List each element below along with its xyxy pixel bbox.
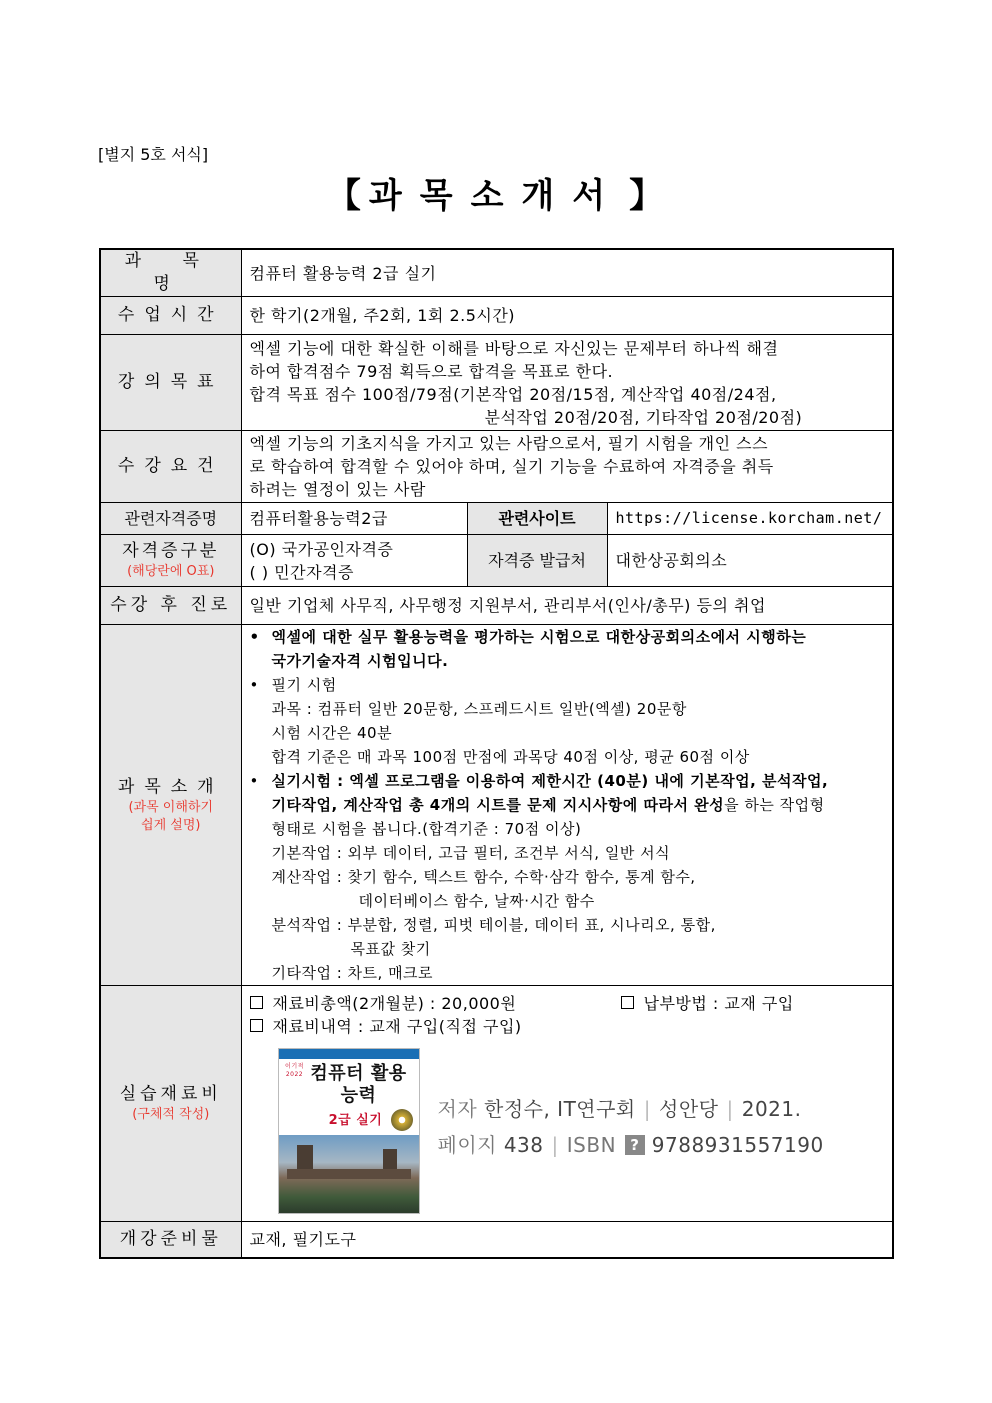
materials-sub: (구체적 작성) [132,1107,210,1122]
cert-type-value [241,535,467,587]
cover-band [279,1049,419,1059]
objective-line-4: 분석작업 20점/20점, 기타작업 20점/20점) [484,407,803,427]
preparation-value: 교재, 필기도구 [241,1222,893,1258]
row-certificate [100,503,893,535]
career-value: 일반 기업체 사무직, 사무행정 지원부서, 관리부서(인사/총무) 등의 취업 [241,587,893,625]
materials-detail-line [250,1015,885,1038]
book-author: 한정수, IT연구회 [484,1097,636,1121]
practical-line-2 [272,793,885,817]
course-name-label: 과 목 명 [100,249,241,297]
cert-type-label-text: 자격증구분 [122,541,220,561]
intro-bullet-written-text: • 필기 시험 [271,676,337,694]
intro-list-practical [250,769,885,841]
class-time-value: 한 학기(2개월, 주2회, 1회 2.5시간) [241,297,893,335]
book-info [250,1038,885,1214]
objective-label: 강의목표 [100,335,241,431]
form-label: [별지 5호 서식] [98,145,209,164]
row-cert-type [100,535,893,587]
objective-line-1: 엑셀 기능에 대한 확실한 이해를 바탕으로 자신있는 문제부터 하나씩 해결 [249,338,779,358]
basic-task: 기본작업 : 외부 데이터, 고급 필터, 조건부 서식, 일반 서식 [271,844,671,862]
intro-bullet-practical [250,769,885,841]
materials-detail: 재료비내역 : 교재 구입(직접 구입) [272,1017,522,1036]
career-label: 수강 후 진로 [100,587,241,625]
class-time-label: 수업시간 [100,297,241,335]
cert-type-sub: (해당란에 O표) [127,564,215,579]
materials-label-text: 실습재료비 [119,1084,222,1104]
intro-bullet-exam-line-2: 국가기술자격 시험입니다. [271,652,449,670]
analysis-task-1: 분석작업 : 부분합, 정렬, 피벗 테이블, 데이터 표, 시나리오, 통합, [271,916,716,934]
checkbox-icon [621,996,634,1009]
document-title [0,168,992,217]
checkbox-icon [250,996,263,1009]
materials-value [241,986,893,1222]
row-materials [100,986,893,1222]
row-course-name [100,249,893,297]
practical-line-2-rest: 을 하는 작업형 [724,796,825,814]
requirements-value [241,431,893,503]
cert-option-national: (O) 국가공인자격증 [249,539,394,559]
written-time: 시험 시간은 40분 [271,724,393,742]
pages-label: 페이지 [437,1133,497,1157]
intro-label-text: 과목소개 [117,776,224,797]
practical-line-3: 형태로 시험을 봅니다.(합격기준 : 70점 이상) [271,820,582,838]
book-pages: 438 [503,1133,544,1157]
cert-type-label [100,535,241,587]
checkbox-icon [250,1019,263,1032]
title-text: 과목소개서 [368,176,624,216]
cd-icon [391,1109,413,1131]
objective-line-3: 합격 목표 점수 100점/79점(기본작업 20점/15점, 계산작업 40점/24점, [249,384,777,404]
objective-line-2: 하여 합격점수 79점 획득으로 합격을 목표로 한다. [249,361,614,381]
row-intro [100,625,893,986]
certificate-value: 컴퓨터활용능력2급 [241,503,467,535]
row-class-time [100,297,893,335]
intro-value [241,625,893,986]
written-subject: 과목 : 컴퓨터 일반 20문항, 스프레드시트 일반(엑셀) 20문항 [271,700,687,718]
book-meta-line-2 [438,1134,824,1157]
cover-badge: 이기적 2022 [283,1063,307,1101]
materials-label [100,986,241,1222]
separator: | [551,1133,559,1157]
issuer-label: 자격증 발급처 [467,535,607,587]
intro-bullet-exam [250,625,885,673]
cover-title: 컴퓨터 활용능력 [310,1063,407,1106]
book-isbn: 9788931557190 [651,1133,824,1157]
row-career [100,587,893,625]
cover-bridge [287,1169,411,1179]
intro-sub: (과목 이해하기 쉽게 설명) [128,799,214,833]
book-publisher: 성안당 [659,1097,719,1121]
materials-top-line [250,992,885,1015]
calc-task-1: 계산작업 : 찾기 함수, 텍스트 함수, 수학·삼각 함수, 통계 함수, [271,868,696,886]
title-bracket-close: 】 [629,176,666,216]
cover-subtitle: 2급 실기 [328,1113,383,1128]
objective-value [241,335,893,431]
course-name-value: 컴퓨터 활용능력 2급 실기 [241,249,893,297]
intro-bullet-exam-line-1: • 엑셀에 대한 실무 활용능력을 평가하는 시험으로 대한상공회의소에서 시행하는 [271,628,807,646]
site-label: 관련사이트 [467,503,607,535]
book-year: 2021. [741,1097,802,1121]
practical-line-1: • 실기시험 : 엑셀 프로그램을 이용하여 제한시간 (40분) 내에 기본작업, 분석작업, [271,772,829,790]
analysis-task-2: 목표값 찾기 [350,940,431,958]
book-cover-image [278,1048,420,1214]
other-task: 기타작업 : 차트, 매크로 [271,964,434,982]
separator: | [643,1097,651,1121]
site-link[interactable]: https://license.korcham.net/ [607,503,893,535]
row-preparation [100,1222,893,1258]
cert-option-private: ( ) 민간자격증 [249,562,354,582]
isbn-label: ISBN [566,1133,617,1157]
written-pass: 합격 기준은 매 과목 100점 만점에 과목당 40점 이상, 평균 60점 이상 [271,748,750,766]
calc-task-2: 데이터베이스 함수, 날짜·시간 함수 [358,892,595,910]
materials-payment: 납부방법 : 교재 구입 [643,994,794,1013]
help-icon[interactable]: ? [625,1135,645,1155]
separator: | [726,1097,734,1121]
practical-line-2-bold: 기타작업, 계산작업 총 4개의 시트를 문제 지시사항에 따라서 완성 [271,796,725,814]
course-intro-table [99,248,894,1259]
row-requirements [100,431,893,503]
issuer-value: 대한상공회의소 [607,535,893,587]
requirements-line-3: 하려는 열정이 있는 사람 [249,480,426,499]
preparation-label: 개강준비물 [100,1222,241,1258]
intro-bullet-written [250,673,885,697]
intro-list [250,625,885,697]
intro-label [100,625,241,986]
materials-total: 재료비총액(2개월분) : 20,000원 [272,994,517,1013]
requirements-label: 수강요건 [100,431,241,503]
requirements-line-2: 로 학습하여 합격할 수 있어야 하며, 실기 기능을 수료하여 자격증을 취득 [249,457,774,476]
book-meta-line-1 [438,1098,802,1121]
author-label: 저자 [437,1097,478,1121]
certificate-label: 관련자격증명 [100,503,241,535]
title-bracket-open: 【 [326,176,363,216]
requirements-line-1: 엑셀 기능의 기초지식을 가지고 있는 사람으로서, 필기 시험을 개인 스스 [249,434,769,453]
row-objective [100,335,893,431]
